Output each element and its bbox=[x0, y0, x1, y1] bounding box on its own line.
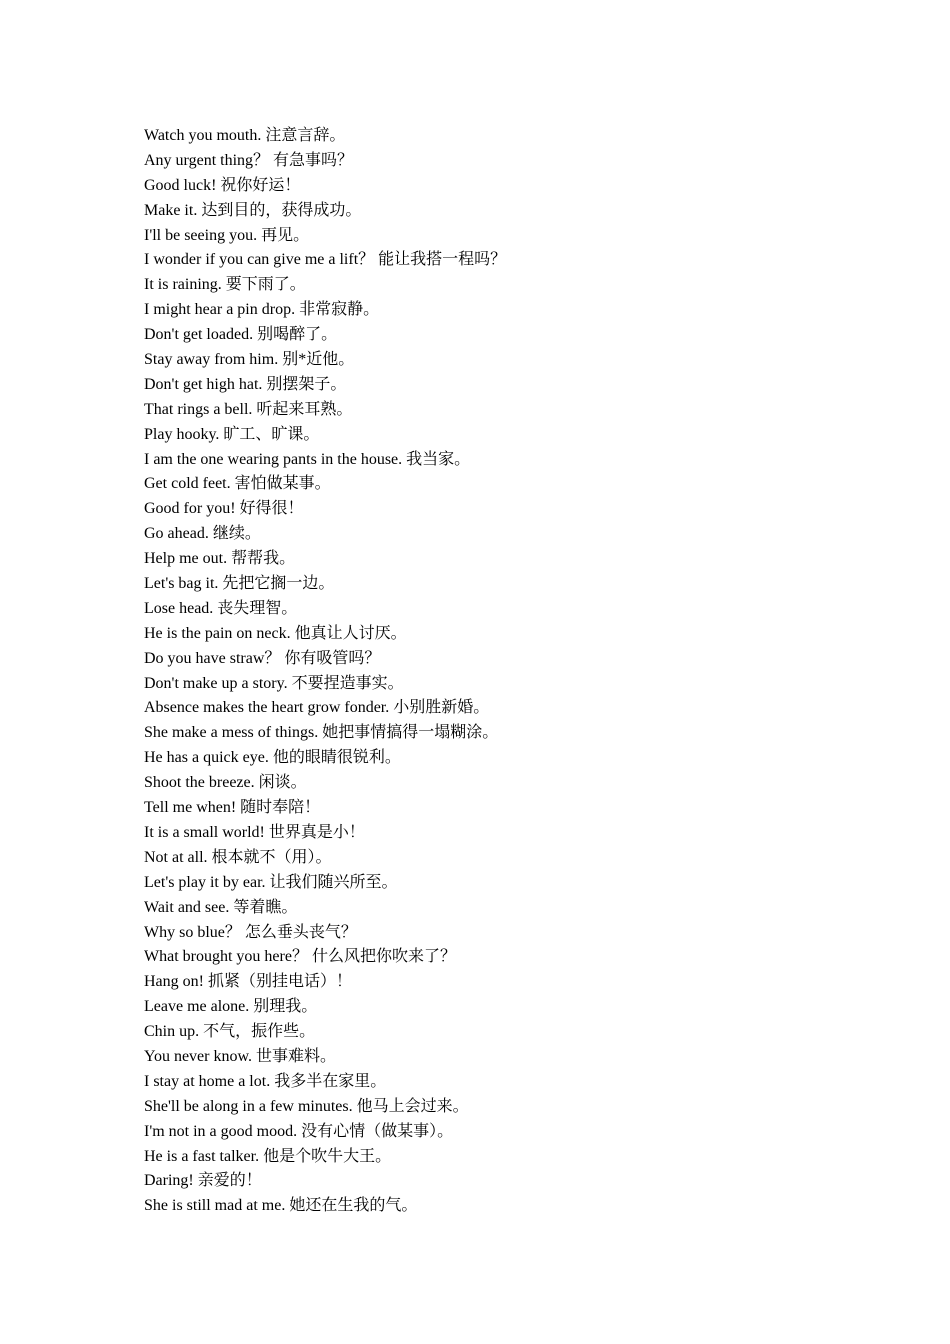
phrase-line: Wait and see. 等着瞧。 bbox=[144, 898, 298, 916]
phrase-line: Make it. 达到目的，获得成功。 bbox=[144, 201, 362, 219]
phrase-line: I stay at home a lot. 我多半在家里。 bbox=[144, 1072, 387, 1090]
phrase-line: I'm not in a good mood. 没有心情（做某事）。 bbox=[144, 1122, 454, 1140]
phrase-line: She'll be along in a few minutes. 他马上会过来。 bbox=[144, 1097, 469, 1115]
phrase-line: Tell me when! 随时奉陪！ bbox=[144, 799, 321, 817]
phrase-line: You never know. 世事难料。 bbox=[144, 1047, 337, 1065]
phrase-line: Any urgent thing？ 有急事吗？ bbox=[144, 151, 354, 169]
phrase-line: Stay away from him. 别*近他。 bbox=[144, 351, 355, 369]
phrase-line: Get cold feet. 害怕做某事。 bbox=[144, 475, 331, 493]
phrase-line: I'll be seeing you. 再见。 bbox=[144, 226, 310, 244]
phrase-line: Don't make up a story. 不要捏造事实。 bbox=[144, 674, 404, 692]
phrase-line: Chin up. 不气，振作些。 bbox=[144, 1023, 316, 1041]
phrase-line: I might hear a pin drop. 非常寂静。 bbox=[144, 301, 380, 319]
phrase-line: Shoot the breeze. 闲谈。 bbox=[144, 774, 307, 792]
phrase-line: It is a small world! 世界真是小！ bbox=[144, 823, 365, 841]
phrase-line: Why so blue？ 怎么垂头丧气？ bbox=[144, 923, 357, 941]
phrase-line: Absence makes the heart grow fonder. 小别胜新婚。 bbox=[144, 699, 490, 717]
phrase-line: He is the pain on neck. 他真让人讨厌。 bbox=[144, 624, 407, 642]
phrase-line: Do you have straw？ 你有吸管吗？ bbox=[144, 649, 381, 667]
phrase-line: Don't get high hat. 别摆架子。 bbox=[144, 375, 347, 393]
phrase-list bbox=[144, 124, 506, 1219]
phrase-line: Help me out. 帮帮我。 bbox=[144, 550, 296, 568]
phrase-line: Don't get loaded. 别喝醉了。 bbox=[144, 326, 338, 344]
phrase-line: It is raining. 要下雨了。 bbox=[144, 276, 306, 294]
phrase-line: That rings a bell. 听起来耳熟。 bbox=[144, 400, 353, 418]
phrase-line: Hang on! 抓紧（别挂电话）！ bbox=[144, 973, 352, 991]
phrase-line: She make a mess of things. 她把事情搞得一塌糊涂。 bbox=[144, 724, 499, 742]
phrase-line: Go ahead. 继续。 bbox=[144, 525, 261, 543]
phrase-line: He has a quick eye. 他的眼睛很锐利。 bbox=[144, 749, 401, 767]
phrase-line: She is still mad at me. 她还在生我的气。 bbox=[144, 1197, 418, 1215]
phrase-line: Lose head. 丧失理智。 bbox=[144, 599, 298, 617]
phrase-line: Let's play it by ear. 让我们随兴所至。 bbox=[144, 873, 398, 891]
phrase-line: I wonder if you can give me a lift？ 能让我搭一程吗？ bbox=[144, 251, 507, 269]
phrase-line: Play hooky. 旷工、旷课。 bbox=[144, 425, 320, 443]
phrase-line: I am the one wearing pants in the house. 我当家。 bbox=[144, 450, 471, 468]
phrase-line: What brought you here？ 什么风把你吹来了？ bbox=[144, 948, 456, 966]
phrase-line: Daring! 亲爱的！ bbox=[144, 1172, 262, 1190]
phrase-line: Not at all. 根本就不（用）。 bbox=[144, 848, 332, 866]
phrase-line: He is a fast talker. 他是个吹牛大王。 bbox=[144, 1147, 392, 1165]
phrase-line: Leave me alone. 别理我。 bbox=[144, 998, 318, 1016]
phrase-line: Let's bag it. 先把它搁一边。 bbox=[144, 575, 335, 593]
phrase-line: Good luck! 祝你好运！ bbox=[144, 176, 301, 194]
phrase-line: Good for you! 好得很！ bbox=[144, 500, 304, 518]
phrase-line: Watch you mouth. 注意言辞。 bbox=[144, 127, 346, 144]
